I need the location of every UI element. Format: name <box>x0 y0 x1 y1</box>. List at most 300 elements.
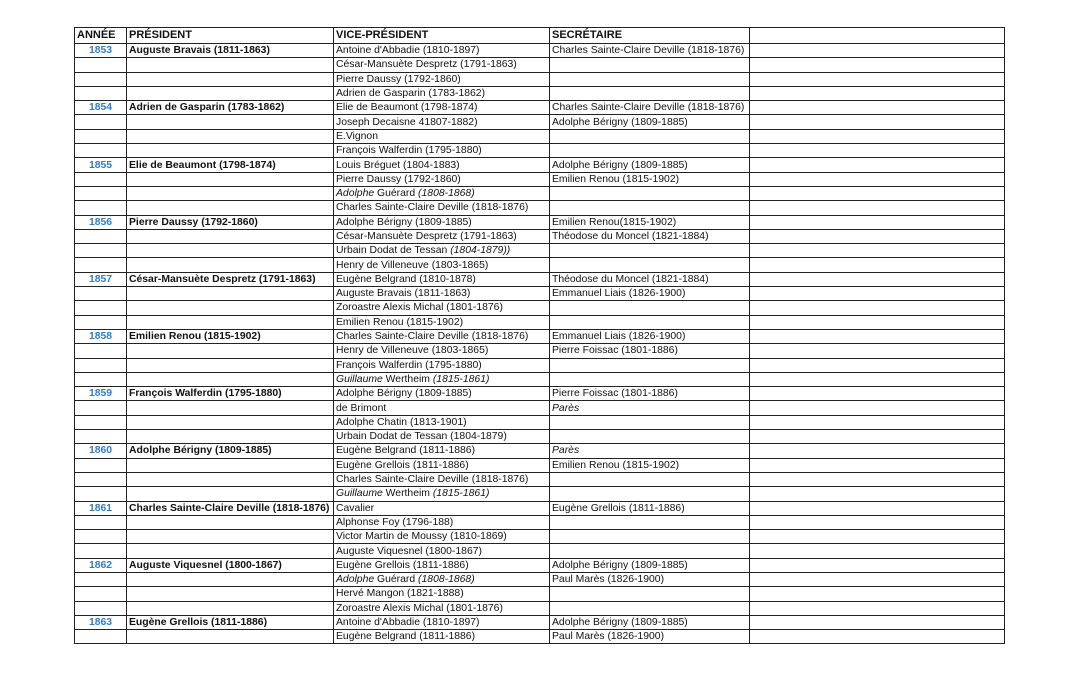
empty-cell <box>750 215 1005 229</box>
year-cell <box>75 458 127 472</box>
empty-cell <box>750 515 1005 529</box>
empty-cell <box>750 458 1005 472</box>
secretary-cell <box>550 358 750 372</box>
secretary-text: Adolphe Bérigny (1809-1885) <box>552 159 688 171</box>
vice-president-text: Henry de Villeneuve (1803-1865) <box>336 345 489 357</box>
table-row <box>75 86 1005 100</box>
empty-cell <box>750 372 1005 386</box>
vice-president-cell <box>334 186 550 200</box>
vice-president-cell <box>334 401 550 415</box>
vice-president-text: Alphonse Foy (1796-188) <box>336 516 454 528</box>
vice-president-text: Louis Bréguet (1804-1883) <box>336 159 460 171</box>
secretary-cell <box>550 158 750 172</box>
secretary-text: Pierre Foissac (1801-1886) <box>552 345 678 357</box>
vice-president-text: Pierre Daussy (1792-1860) <box>336 173 461 185</box>
table-row <box>75 186 1005 200</box>
year-cell <box>75 415 127 429</box>
vice-president-text: E.Vignon <box>336 130 378 142</box>
secretary-text: Emmanuel Liais (1826-1900) <box>552 288 686 300</box>
vice-president-text: Eugène Grellois (1811-1886) <box>336 459 469 471</box>
vice-president-text: Guérard <box>374 188 419 200</box>
secretary-text: Paul Marès (1826-1900) <box>552 574 665 586</box>
secretary-cell <box>550 201 750 215</box>
vice-president-cell <box>334 558 550 572</box>
year-cell: 1860 <box>75 444 127 458</box>
year-cell <box>75 430 127 444</box>
header-empty <box>750 28 1005 44</box>
president-cell <box>127 172 334 186</box>
president-cell: Auguste Bravais (1811-1863) <box>127 44 334 58</box>
table-row <box>75 615 1005 629</box>
president-cell <box>127 372 334 386</box>
vice-president-cell <box>334 201 550 215</box>
secretary-cell <box>550 115 750 129</box>
president-cell <box>127 415 334 429</box>
vice-president-text: Guillaume <box>336 488 383 500</box>
vice-president-cell <box>334 229 550 243</box>
president-cell: Emilien Renou (1815-1902) <box>127 329 334 343</box>
vice-president-text: Adolphe Bérigny (1809-1885) <box>336 388 472 400</box>
vice-president-text: Auguste Bravais (1811-1863) <box>336 288 471 300</box>
year-cell <box>75 229 127 243</box>
secretary-cell <box>550 344 750 358</box>
vice-president-cell <box>334 387 550 401</box>
secretary-cell <box>550 444 750 458</box>
year-cell <box>75 301 127 315</box>
vice-president-text: Eugène Belgrand (1810-1878) <box>336 273 476 285</box>
vice-president-text: Guérard <box>374 574 419 586</box>
table-row <box>75 144 1005 158</box>
empty-cell <box>750 301 1005 315</box>
vice-president-text: Henry de Villeneuve (1803-1865) <box>336 259 489 271</box>
secretary-text: Pierre Foissac (1801-1886) <box>552 388 678 400</box>
secretary-cell <box>550 301 750 315</box>
secretary-cell <box>550 458 750 472</box>
empty-cell <box>750 601 1005 615</box>
vice-president-text: Zoroastre Alexis Michal (1801-1876) <box>336 302 503 314</box>
president-cell: César-Mansuète Despretz (1791-1863) <box>127 272 334 286</box>
table-row <box>75 630 1005 644</box>
table-row <box>75 415 1005 429</box>
vice-president-text: François Walferdin (1795-1880) <box>336 145 482 157</box>
year-cell <box>75 172 127 186</box>
table-row <box>75 244 1005 258</box>
president-cell: Auguste Viquesnel (1800-1867) <box>127 558 334 572</box>
year-cell <box>75 287 127 301</box>
president-cell: François Walferdin (1795-1880) <box>127 387 334 401</box>
empty-cell <box>750 487 1005 501</box>
vice-president-text: (1808-1868) <box>418 188 475 200</box>
vice-president-text: César-Mansuète Despretz (1791-1863) <box>336 231 517 242</box>
president-cell <box>127 315 334 329</box>
vice-president-text: Guillaume <box>336 373 383 385</box>
secretary-cell <box>550 272 750 286</box>
vice-president-text: César-Mansuète Despretz (1791-1863) <box>336 59 517 71</box>
secretary-text: Parès <box>552 445 580 457</box>
president-cell: Adolphe Bérigny (1809-1885) <box>127 444 334 458</box>
president-cell: Adrien de Gasparin (1783-1862) <box>127 101 334 115</box>
table-row <box>75 558 1005 572</box>
table-row <box>75 229 1005 243</box>
table-row <box>75 329 1005 343</box>
vice-president-cell <box>334 115 550 129</box>
table-row <box>75 158 1005 172</box>
vice-president-cell <box>334 572 550 586</box>
secretary-cell <box>550 401 750 415</box>
year-cell <box>75 372 127 386</box>
secretary-text: Théodose du Moncel (1821-1884) <box>552 231 709 242</box>
empty-cell <box>750 86 1005 100</box>
year-cell <box>75 515 127 529</box>
table-row <box>75 115 1005 129</box>
vice-president-cell <box>334 587 550 601</box>
year-cell <box>75 344 127 358</box>
vice-president-cell <box>334 72 550 86</box>
table-row <box>75 201 1005 215</box>
vice-president-cell <box>334 158 550 172</box>
secretary-cell <box>550 315 750 329</box>
secretary-cell <box>550 172 750 186</box>
table-row <box>75 515 1005 529</box>
vice-president-cell <box>334 515 550 529</box>
table-row <box>75 430 1005 444</box>
vice-president-cell <box>334 315 550 329</box>
vice-president-text: Joseph Decaisne 41807-1882) <box>336 116 478 128</box>
vice-president-text: Victor Martin de Moussy (1810-1869) <box>336 531 507 543</box>
year-cell <box>75 358 127 372</box>
vice-president-cell <box>334 329 550 343</box>
president-cell <box>127 287 334 301</box>
vice-president-cell <box>334 44 550 58</box>
secretary-cell <box>550 572 750 586</box>
year-cell <box>75 530 127 544</box>
vice-president-cell <box>334 172 550 186</box>
year-cell <box>75 115 127 129</box>
year-cell <box>75 587 127 601</box>
president-cell: Charles Sainte-Claire Deville (1818-1876) <box>127 501 334 515</box>
vice-president-text: Wertheim <box>382 488 433 500</box>
vice-president-cell <box>334 215 550 229</box>
empty-cell <box>750 415 1005 429</box>
president-cell <box>127 244 334 258</box>
secretary-cell <box>550 587 750 601</box>
empty-cell <box>750 472 1005 486</box>
secretary-cell <box>550 329 750 343</box>
table-row <box>75 544 1005 558</box>
header-year: ANNÉE <box>75 28 127 44</box>
vice-president-cell <box>334 258 550 272</box>
president-cell <box>127 58 334 72</box>
table-row <box>75 101 1005 115</box>
year-cell <box>75 86 127 100</box>
vice-president-text: Adrien de Gasparin (1783-1862) <box>336 88 486 100</box>
vice-president-text: François Walferdin (1795-1880) <box>336 359 482 371</box>
vice-president-cell <box>334 601 550 615</box>
vice-president-cell <box>334 372 550 386</box>
year-cell: 1856 <box>75 215 127 229</box>
president-cell <box>127 229 334 243</box>
empty-cell <box>750 244 1005 258</box>
president-cell <box>127 301 334 315</box>
year-cell <box>75 144 127 158</box>
officers-table <box>74 27 1005 644</box>
president-cell <box>127 186 334 200</box>
president-cell: Eugène Grellois (1811-1886) <box>127 615 334 629</box>
vice-president-text: Zoroastre Alexis Michal (1801-1876) <box>336 602 503 614</box>
empty-cell <box>750 101 1005 115</box>
secretary-cell <box>550 515 750 529</box>
vice-president-text: Charles Sainte-Claire Deville (1818-1876) <box>336 331 529 343</box>
year-cell <box>75 201 127 215</box>
year-cell <box>75 315 127 329</box>
year-cell: 1855 <box>75 158 127 172</box>
empty-cell <box>750 358 1005 372</box>
secretary-cell <box>550 129 750 143</box>
empty-cell <box>750 558 1005 572</box>
header-president: PRÉSIDENT <box>127 28 334 44</box>
vice-president-text: Adolphe <box>336 574 375 586</box>
year-cell <box>75 487 127 501</box>
secretary-cell <box>550 630 750 644</box>
empty-cell <box>750 158 1005 172</box>
vice-president-text: Adolphe <box>336 188 375 200</box>
vice-president-text: (1808-1868) <box>418 574 475 586</box>
secretary-cell <box>550 615 750 629</box>
vice-president-text: de Brimont <box>336 402 387 414</box>
vice-president-text: (1815-1861) <box>432 373 490 385</box>
secretary-text: Théodose du Moncel (1821-1884) <box>552 273 709 285</box>
secretary-cell <box>550 501 750 515</box>
year-cell: 1858 <box>75 329 127 343</box>
president-cell <box>127 115 334 129</box>
president-cell <box>127 344 334 358</box>
vice-president-cell <box>334 101 550 115</box>
secretary-text: Emilien Renou (1815-1902) <box>552 173 680 185</box>
secretary-cell <box>550 530 750 544</box>
vice-president-cell <box>334 415 550 429</box>
empty-cell <box>750 144 1005 158</box>
president-cell: Elie de Beaumont (1798-1874) <box>127 158 334 172</box>
year-cell: 1854 <box>75 101 127 115</box>
year-cell <box>75 472 127 486</box>
empty-cell <box>750 201 1005 215</box>
table-row <box>75 387 1005 401</box>
table-row <box>75 215 1005 229</box>
secretary-text: Parès <box>552 402 580 414</box>
vice-president-text: Adolphe Chatin (1813-1901) <box>336 416 467 428</box>
vice-president-text: Urbain Dodat de Tessan (1804-1879) <box>336 431 507 443</box>
president-cell <box>127 458 334 472</box>
vice-president-text: Charles Sainte-Claire Deville (1818-1876) <box>336 202 529 214</box>
table-row <box>75 501 1005 515</box>
empty-cell <box>750 572 1005 586</box>
president-cell <box>127 72 334 86</box>
vice-president-text: Auguste Viquesnel (1800-1867) <box>336 545 482 557</box>
vice-president-cell <box>334 144 550 158</box>
table-row <box>75 58 1005 72</box>
empty-cell <box>750 272 1005 286</box>
table-row <box>75 487 1005 501</box>
year-cell <box>75 129 127 143</box>
president-cell <box>127 258 334 272</box>
secretary-cell <box>550 229 750 243</box>
secretary-text: Charles Sainte-Claire Deville (1818-1876) <box>552 102 745 114</box>
table-row <box>75 572 1005 586</box>
secretary-text: Adolphe Bérigny (1809-1885) <box>552 559 688 571</box>
empty-cell <box>750 501 1005 515</box>
secretary-text: Eugène Grellois (1811-1886) <box>552 502 685 514</box>
year-cell <box>75 186 127 200</box>
empty-cell <box>750 430 1005 444</box>
president-cell <box>127 530 334 544</box>
empty-cell <box>750 329 1005 343</box>
president-cell <box>127 515 334 529</box>
table-row <box>75 358 1005 372</box>
table-row <box>75 458 1005 472</box>
vice-president-text: Urbain Dodat de Tessan <box>336 245 451 257</box>
year-cell <box>75 401 127 415</box>
secretary-text: Adolphe Bérigny (1809-1885) <box>552 617 688 629</box>
vice-president-cell <box>334 344 550 358</box>
secretary-text: Adolphe Bérigny (1809-1885) <box>552 116 688 128</box>
year-cell <box>75 244 127 258</box>
president-cell: Pierre Daussy (1792-1860) <box>127 215 334 229</box>
header-vice-president: VICE-PRÉSIDENT <box>334 28 550 44</box>
secretary-cell <box>550 387 750 401</box>
vice-president-text: Elie de Beaumont (1798-1874) <box>336 102 478 114</box>
secretary-cell <box>550 144 750 158</box>
year-cell <box>75 58 127 72</box>
president-cell <box>127 430 334 444</box>
president-cell <box>127 401 334 415</box>
empty-cell <box>750 129 1005 143</box>
year-cell: 1861 <box>75 501 127 515</box>
vice-president-text: Eugène Grellois (1811-1886) <box>336 559 469 571</box>
empty-cell <box>750 44 1005 58</box>
secretary-cell <box>550 58 750 72</box>
secretary-text: Paul Marès (1826-1900) <box>552 631 665 643</box>
president-cell <box>127 572 334 586</box>
secretary-cell <box>550 372 750 386</box>
header-row <box>75 28 1005 44</box>
empty-cell <box>750 587 1005 601</box>
vice-president-cell <box>334 487 550 501</box>
year-cell: 1853 <box>75 44 127 58</box>
document-page <box>74 27 1005 644</box>
year-cell <box>75 572 127 586</box>
vice-president-cell <box>334 86 550 100</box>
vice-president-cell <box>334 430 550 444</box>
vice-president-text: Pierre Daussy (1792-1860) <box>336 73 461 85</box>
table-row <box>75 372 1005 386</box>
secretary-cell <box>550 544 750 558</box>
vice-president-cell <box>334 615 550 629</box>
secretary-cell <box>550 244 750 258</box>
president-cell <box>127 601 334 615</box>
empty-cell <box>750 630 1005 644</box>
vice-president-cell <box>334 458 550 472</box>
vice-president-cell <box>334 544 550 558</box>
table-row <box>75 587 1005 601</box>
table-row <box>75 301 1005 315</box>
table-row <box>75 344 1005 358</box>
empty-cell <box>750 229 1005 243</box>
empty-cell <box>750 258 1005 272</box>
secretary-cell <box>550 472 750 486</box>
table-row <box>75 44 1005 58</box>
year-cell <box>75 72 127 86</box>
president-cell <box>127 630 334 644</box>
empty-cell <box>750 115 1005 129</box>
vice-president-cell <box>334 58 550 72</box>
president-cell <box>127 487 334 501</box>
secretary-cell <box>550 487 750 501</box>
year-cell: 1862 <box>75 558 127 572</box>
president-cell <box>127 544 334 558</box>
secretary-cell <box>550 215 750 229</box>
empty-cell <box>750 615 1005 629</box>
secretary-cell <box>550 601 750 615</box>
president-cell <box>127 144 334 158</box>
vice-president-text: Eugène Belgrand (1811-1886) <box>336 631 476 643</box>
empty-cell <box>750 315 1005 329</box>
table-row <box>75 401 1005 415</box>
empty-cell <box>750 287 1005 301</box>
table-row <box>75 530 1005 544</box>
year-cell <box>75 258 127 272</box>
vice-president-text: Emilien Renou (1815-1902) <box>336 316 464 328</box>
secretary-cell <box>550 86 750 100</box>
table-row <box>75 472 1005 486</box>
secretary-cell <box>550 430 750 444</box>
vice-president-text: Wertheim <box>382 373 433 385</box>
year-cell <box>75 601 127 615</box>
year-cell: 1859 <box>75 387 127 401</box>
vice-president-text: Eugène Belgrand (1811-1886) <box>336 445 476 457</box>
table-row <box>75 258 1005 272</box>
vice-president-cell <box>334 287 550 301</box>
vice-president-cell <box>334 530 550 544</box>
secretary-text: Emmanuel Liais (1826-1900) <box>552 331 686 343</box>
empty-cell <box>750 172 1005 186</box>
president-cell <box>127 472 334 486</box>
vice-president-text: Charles Sainte-Claire Deville (1818-1876) <box>336 474 529 486</box>
empty-cell <box>750 544 1005 558</box>
secretary-cell <box>550 72 750 86</box>
vice-president-text: Adolphe Bérigny (1809-1885) <box>336 216 472 228</box>
table-body <box>75 44 1005 644</box>
secretary-cell <box>550 44 750 58</box>
empty-cell <box>750 401 1005 415</box>
table-row <box>75 287 1005 301</box>
empty-cell <box>750 444 1005 458</box>
vice-president-cell <box>334 358 550 372</box>
table-row <box>75 72 1005 86</box>
vice-president-cell <box>334 472 550 486</box>
vice-president-cell <box>334 129 550 143</box>
secretary-cell <box>550 101 750 115</box>
secretary-text: Emilien Renou(1815-1902) <box>552 216 677 228</box>
vice-president-text: (1804-1879)) <box>450 245 511 257</box>
table-row <box>75 444 1005 458</box>
secretary-cell <box>550 287 750 301</box>
year-cell: 1863 <box>75 615 127 629</box>
year-cell: 1857 <box>75 272 127 286</box>
vice-president-cell <box>334 630 550 644</box>
president-cell <box>127 587 334 601</box>
secretary-text: Emilien Renou (1815-1902) <box>552 459 680 471</box>
president-cell <box>127 358 334 372</box>
